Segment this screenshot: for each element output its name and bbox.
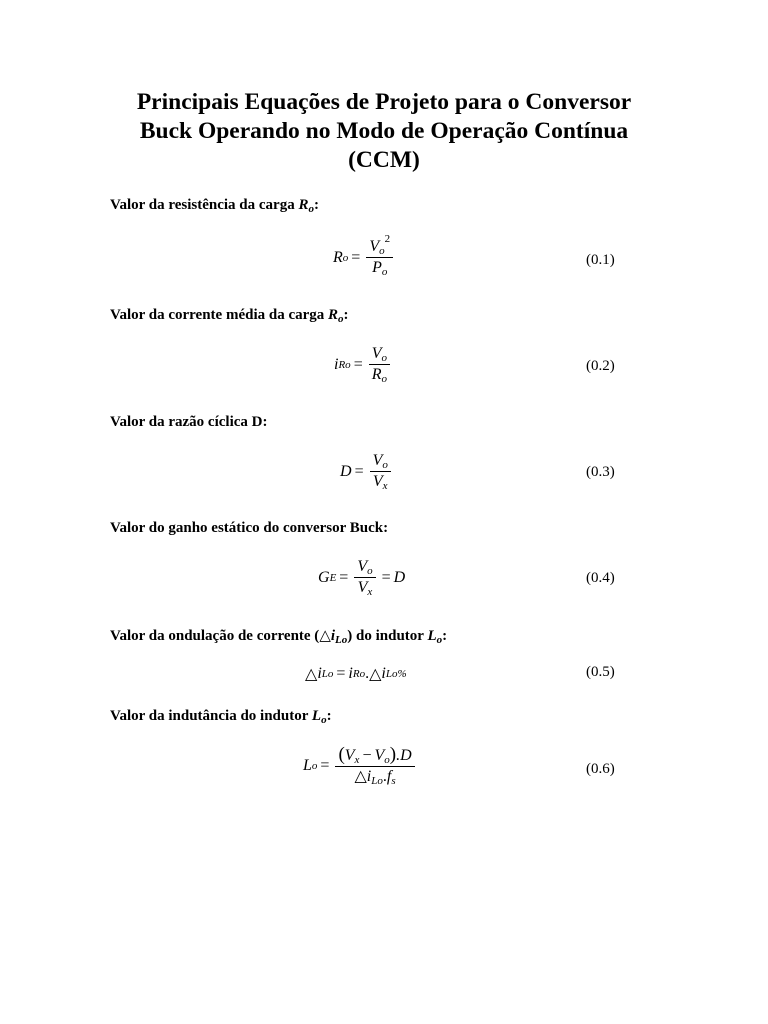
equation-0-6: L o = $\frac{(V_x - V_o).D}{\triangle i_{Lo}.f_s}$ — [303, 746, 418, 786]
title-line-2: Buck Operando no Modo de Operação Contínua — [139, 118, 629, 144]
fraction: $\frac{(V_x - V_o).D}{\triangle i_{Lo}.f_s}$ — [335, 746, 414, 786]
equation-number: (0.1) — [586, 252, 615, 268]
equation-number: (0.4) — [586, 570, 615, 586]
fraction: $\frac{V_o^2}{P_o}$ — [366, 238, 393, 277]
equation-0-1: R o = $\frac{V_o^2}{P_o}$ — [333, 238, 396, 277]
equation-number: (0.6) — [586, 761, 615, 777]
page-title — [60, 88, 708, 175]
fraction: $\frac{V_o}{R_o}$ — [369, 345, 390, 384]
section-heading-load-current: Valor da corrente média da carga $R_o$: — [110, 307, 349, 325]
equation-0-3: D = $\frac{V_o}{V_x}$ — [340, 452, 394, 491]
equation-0-4: G E = $\frac{V_o}{V_x}$ = D — [318, 558, 406, 598]
fraction: $\frac{V_o}{V_x}$ — [354, 558, 375, 597]
section-heading-duty-cycle: Valor da razão cíclica D: — [110, 414, 268, 430]
title-line-3: (CCM) — [348, 147, 420, 173]
equation-number: (0.3) — [586, 464, 615, 480]
fraction: $\frac{V_o}{V_x}$ — [370, 452, 391, 491]
section-heading-load-resistance: Valor da resistência da carga $R_o$: — [110, 197, 319, 215]
equation-0-5: △ i Lo = i Ro . △ i Lo% — [305, 665, 407, 683]
title-line-1: Principais Equações de Projeto para o Conversor — [136, 89, 632, 115]
equation-number: (0.2) — [586, 358, 615, 374]
section-heading-inductance: Valor da indutância do indutor $L_o$: — [110, 708, 332, 726]
section-heading-static-gain: Valor do ganho estático do conversor Buck: — [110, 520, 389, 536]
equation-0-2: i Ro = $\frac{V_o}{R_o}$ — [334, 345, 393, 384]
equation-number: (0.5) — [586, 664, 615, 680]
section-heading-current-ripple: Valor da ondulação de corrente $(\triangle i_{Lo})$ do indutor $L_o$: — [110, 628, 448, 646]
